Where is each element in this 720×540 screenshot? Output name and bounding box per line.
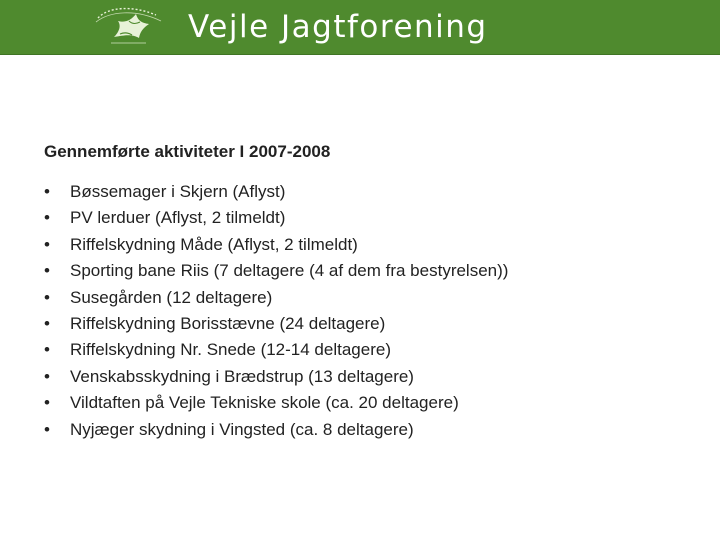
bullet-point-icon: • — [44, 419, 50, 439]
activity-text: Riffelskydning Borisstævne (24 deltagere) — [70, 313, 386, 333]
organization-title: Vejle Jagtforening — [188, 9, 488, 45]
bullet-point-icon: • — [44, 261, 50, 281]
activity-text: Riffelskydning Nr. Snede (12-14 deltagere) — [70, 340, 391, 360]
activity-text: Nyjæger skydning i Vingsted (ca. 8 deltagere) — [70, 419, 414, 439]
activity-text: Bøssemager i Skjern (Aflyst) — [70, 182, 286, 201]
bullet-point-icon: • — [44, 366, 50, 386]
activity-text: Venskabsskydning i Brædstrup (13 deltagere) — [70, 366, 414, 386]
bullet-point-icon: • — [44, 313, 50, 333]
page-header — [0, 0, 720, 55]
bullet-point-icon: • — [44, 234, 50, 254]
activity-text: PV lerduer (Aflyst, 2 tilmeldt) — [70, 208, 286, 228]
activity-text: Vildtaften på Vejle Tekniske skole (ca. 20 deltagere) — [70, 393, 459, 413]
hunting-dog-seal-logo — [86, 3, 172, 51]
activity-text: Riffelskydning Måde (Aflyst, 2 tilmeldt) — [70, 234, 358, 254]
bullet-point-icon: • — [44, 208, 50, 228]
activity-text: Susegården (12 deltagere) — [70, 287, 273, 307]
activity-text: Sporting bane Riis (7 deltagere (4 af dem fra bestyrelsen)) — [70, 261, 509, 281]
bullet-point-icon: • — [44, 182, 50, 201]
bullet-point-icon: • — [44, 340, 50, 360]
bullet-point-icon: • — [44, 287, 50, 307]
bullet-point-icon: • — [44, 393, 50, 413]
activities-heading: Gennemførte aktiviteter I 2007-2008 — [44, 142, 331, 162]
